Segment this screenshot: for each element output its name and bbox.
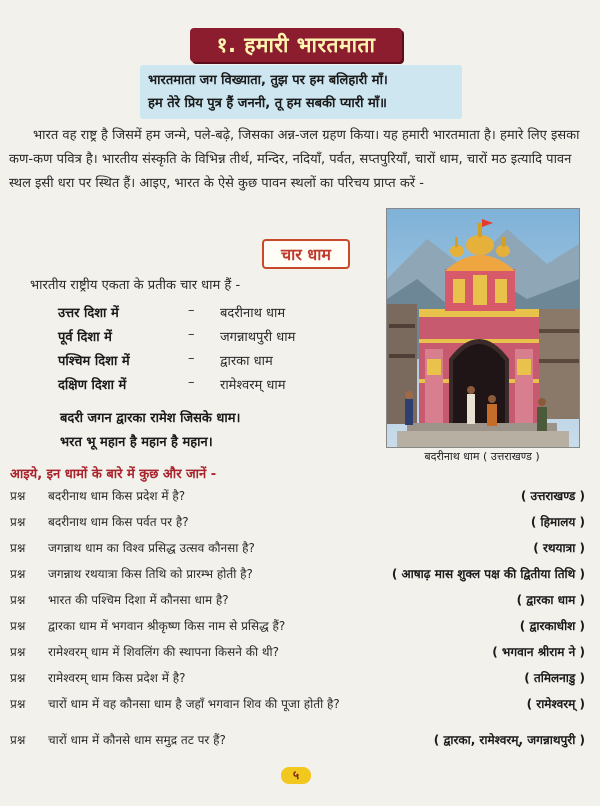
answer-text: ( तमिलनाडु ) [524, 671, 585, 685]
dham-dash: – [188, 303, 195, 318]
dham-direction: पूर्व दिशा में [58, 330, 112, 345]
qa-row [10, 539, 585, 561]
qa-row [10, 591, 585, 613]
qa-row [10, 487, 585, 509]
lesson-title: १. हमारी भारतमाता [216, 33, 376, 57]
poem-line-2: हम तेरे प्रिय पुत्र हैं जननी, तू हम सबकी प्यारी माँ॥ [148, 96, 387, 111]
char-dham-heading: चार धाम [281, 245, 331, 264]
dham-dash: – [188, 327, 195, 342]
dham-direction: दक्षिण दिशा में [58, 378, 127, 393]
poem-box [140, 65, 462, 119]
qa-row [10, 695, 585, 717]
char-dham-intro: भारतीय राष्ट्रीय एकता के प्रतीक चार धाम हैं - [30, 278, 241, 293]
question-text: बदरीनाथ धाम किस प्रदेश में है? [48, 489, 186, 503]
question-text: चारों धाम में वह कौनसा धाम है जहाँ भगवान शिव की पूजा होती है? [48, 697, 340, 711]
question-text: जगन्नाथ धाम का विश्व प्रसिद्ध उत्सव कौनसा है? [48, 541, 255, 555]
qa-row [10, 643, 585, 665]
dham-direction: पश्चिम दिशा में [58, 354, 130, 369]
char-dham-heading-box [262, 239, 350, 269]
question-label: प्रश्न [10, 489, 26, 503]
question-label: प्रश्न [10, 541, 26, 555]
question-label: प्रश्न [10, 697, 26, 711]
qa-row [10, 565, 585, 587]
dham-place: बदरीनाथ धाम [220, 306, 286, 321]
answer-text: ( द्वारकाधीश ) [519, 619, 585, 633]
question-text: द्वारका धाम में भगवान श्रीकृष्ण किस नाम से प्रसिद्ध हैं? [48, 619, 286, 633]
qa-row [10, 669, 585, 691]
dham-dash: – [188, 375, 195, 390]
page-number-badge: ५ [281, 767, 311, 784]
badrinath-temple-image [386, 208, 580, 448]
intro-paragraph-block [9, 124, 591, 196]
question-text: बदरीनाथ धाम किस पर्वत पर है? [48, 515, 189, 529]
dham-direction: उत्तर दिशा में [58, 306, 119, 321]
answer-text: ( रामेश्वरम् ) [526, 697, 585, 711]
answer-text: ( द्वारका, रामेश्वरम्, जगन्नाथपुरी ) [433, 733, 585, 747]
question-label: प्रश्न [10, 515, 26, 529]
dham-dash: – [188, 351, 195, 366]
answer-text: ( आषाढ़ मास शुक्ल पक्ष की द्वितीया तिथि ) [391, 567, 585, 581]
dham-place: जगन्नाथपुरी धाम [220, 330, 296, 345]
slogan-line-2: भरत भू महान है महान है महान। [60, 435, 213, 450]
dham-place: द्वारका धाम [220, 354, 273, 369]
answer-text: ( द्वारका धाम ) [516, 593, 585, 607]
answer-text: ( रथयात्रा ) [533, 541, 585, 555]
answer-text: ( भगवान श्रीराम ने ) [492, 645, 585, 659]
slogan-line-1: बदरी जगन द्वारका रामेश जिसके धाम। [60, 411, 241, 426]
question-label: प्रश्न [10, 733, 26, 747]
photo-caption: बदरीनाथ धाम ( उत्तराखण्ड ) [424, 450, 540, 463]
answer-text: ( उत्तराखण्ड ) [520, 489, 585, 503]
question-text: रामेश्वरम् धाम में शिवलिंग की स्थापना किसने की थी? [48, 645, 280, 659]
dham-place: रामेश्वरम् धाम [220, 378, 286, 393]
poem-line-1: भारतमाता जग विख्याता, तुझ पर हम बलिहारी माँ। [148, 73, 388, 88]
answer-text: ( हिमालय ) [530, 515, 585, 529]
qa-row [10, 731, 585, 753]
question-label: प्रश्न [10, 671, 26, 685]
question-label: प्रश्न [10, 619, 26, 633]
qa-heading: आइये, इन धामों के बारे में कुछ और जानें - [10, 467, 217, 482]
question-text: रामेश्वरम् धाम किस प्रदेश में है? [48, 671, 186, 685]
question-label: प्रश्न [10, 593, 26, 607]
intro-paragraph: भारत वह राष्ट्र है जिसमें हम जन्मे, पले-बढ़े, जिसका अन्न-जल ग्रहण किया। यह हमारी भारतमाता है। हमारे लिए इसका कण-कण पवित्र है। भारतीय संस्कृति के विभिन्न तीर्थ, मन्दिर, नदियाँ, पर्वत, सप्तपुरियाँ, चारों धाम, चारों मठ इत्यादि पावन स्थल इसी धरा पर स्थित हैं। आइए, भारत के ऐसे कुछ पावन स्थलों का परिचय प्राप्त करें - [9, 128, 580, 191]
question-label: प्रश्न [10, 567, 26, 581]
question-text: चारों धाम में कौनसे धाम समुद्र तट पर हैं? [48, 733, 226, 747]
badrinath-temple-illustration [387, 209, 579, 447]
lesson-title-banner [190, 28, 402, 62]
question-text: भारत की पश्चिम दिशा में कौनसा धाम है? [48, 593, 229, 607]
qa-row [10, 513, 585, 535]
question-label: प्रश्न [10, 645, 26, 659]
qa-row [10, 617, 585, 639]
question-text: जगन्नाथ रथयात्रा किस तिथि को प्रारम्भ होती है? [48, 567, 253, 581]
